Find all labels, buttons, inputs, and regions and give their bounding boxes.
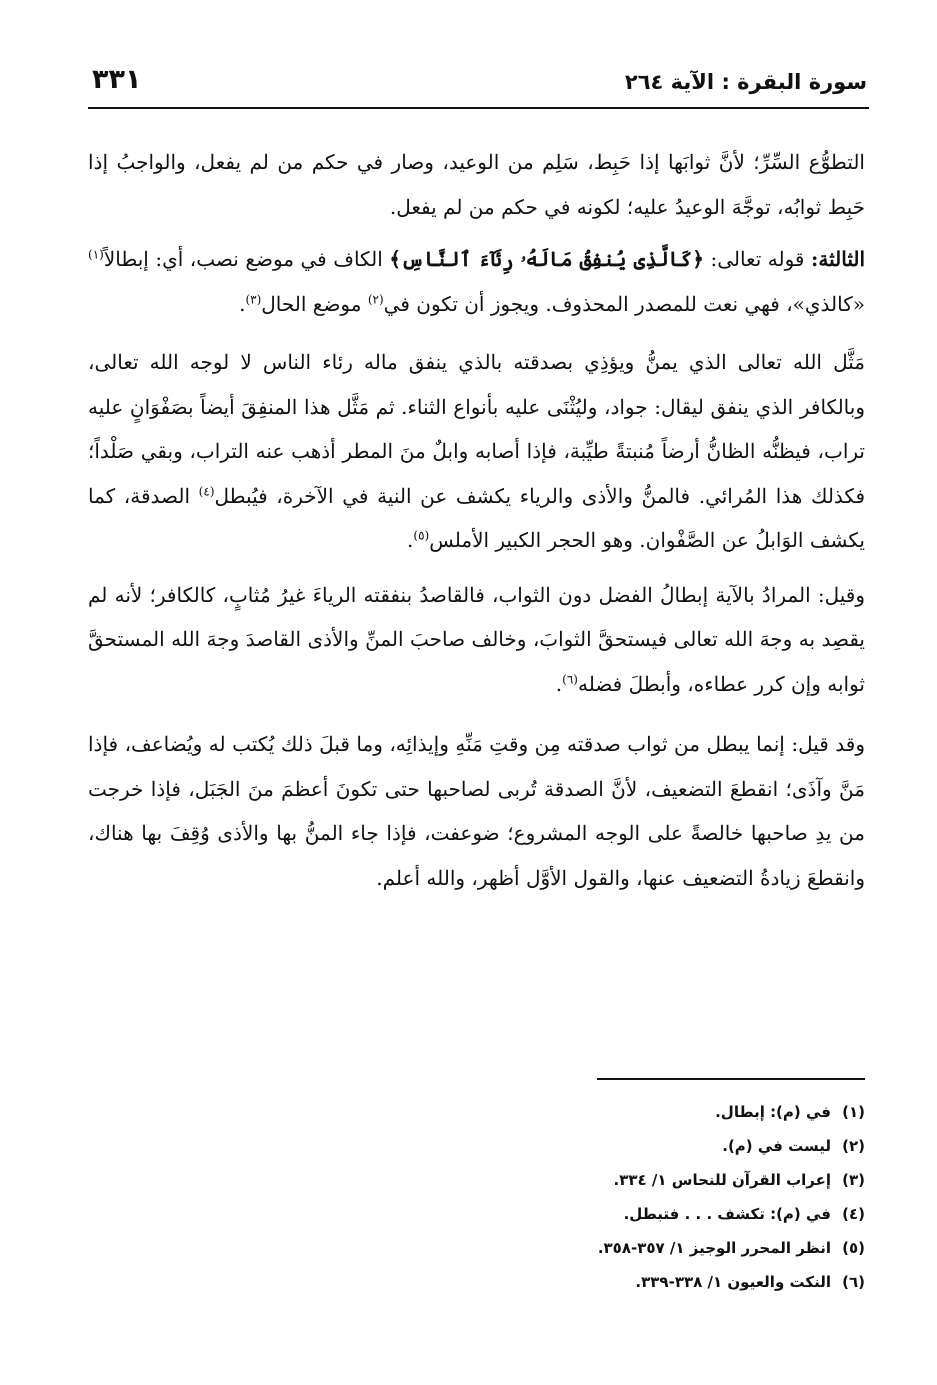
footnote-1 [88,1095,865,1129]
quran-verse: ﴿كَالَّذِى يُنفِقُ مَالَهُۥ رِئَآءَ ٱلنَّاسِ﴾ [389,247,704,271]
text-run: موضع الحال [261,291,368,316]
footnote-separator [597,1078,865,1080]
footnote-2 [88,1129,865,1163]
footnote-marker-1[interactable]: (١) [88,247,104,262]
paragraph-3 [88,340,865,563]
paragraph-heading: الثالثة: [810,247,865,271]
page-header [92,62,867,102]
footnote-text: ليست في (م). [722,1137,831,1155]
footnote-4 [88,1197,865,1231]
footnote-text: في (م): تكشف . . . فتبطل. [623,1205,831,1223]
text-run: الكاف في موضع نصب، أي: إبطالاً [103,247,390,271]
footnote-marker-2[interactable]: (٢) [367,291,384,306]
footnotes [88,1095,865,1299]
text-run: . [239,291,246,316]
footnote-marker-6[interactable]: (٦) [562,671,578,686]
body-text [88,140,865,900]
footnote-marker-5[interactable]: (٥) [413,528,430,543]
paragraph-2 [88,237,865,326]
text-run: . [555,671,563,696]
footnote-text: في (م): إبطال. [715,1103,831,1121]
text-run: الصدقة، كما يكشف الوَابلُ عن الصَّفْوان. وهو الحجر الكبير الأملس [88,483,865,552]
paragraph-4 [88,573,865,707]
text-run: وقيل: المرادُ بالآية إبطالُ الفضل دون الثواب، فالقاصدُ بنفقته الرياءَ غيرُ مُثابٍ، كالكافر؛ لأنه لم يقصِد به وجهَ الله تعالى فيستحقَّ الثوابَ، وخالف صاحبَ المنِّ والأذى القاصدَ وجهَ الله المستحقَّ ثوابه وإن كرر عطاءه، وأبطلَ فضله [88,582,865,696]
footnote-number: (٣) [842,1171,865,1189]
text-run: قوله تعالى: [703,247,811,271]
footnote-number: (٤) [842,1205,865,1223]
running-title: سورة البقرة : الآية ٢٦٤ [624,70,867,94]
footnote-text: إعراب القرآن للنحاس ١/ ٣٣٤. [613,1171,831,1189]
text-run: «كالذي»، فهي نعت للمصدر المحذوف. ويجوز أن تكون في [383,291,865,316]
footnote-number: (١) [842,1103,865,1121]
paragraph-1: التطوُّع السِّرِّ؛ لأنَّ ثوابَها إذا حَبِط، سَلِم من الوعيد، وصار في حكم من لم يفعل، والواجبُ إذا حَبِط ثوابُه، توجَّهَ الوعيدُ عليه؛ لكونه في حكم من لم يفعل. [88,150,865,219]
text-run: مَثَّل الله تعالى الذي يمنُّ ويؤذِي بصدقته بالذي ينفق ماله رئاء الناس لا لوجه الله تعالى، وبالكافر الذي ينفق ليقال: جواد، وليُثْنَى عليه بأنواع الثناء. ثم مَثَّل هذا المنفِقَ أيضاً بصَفْوَانٍ عليه تراب، فيظنُّه الظانُّ أرضاً مُنبتةً طيِّبة، فإذا أصابه وابلٌ منَ المطر أذهب عنه التراب، وبقي صَلْداً؛ فكذلك هذا المُرائي. فالمنُّ والأذى والرياء يكشف عن النية في الآخرة، فيُبطل [88,350,866,508]
footnote-marker-4[interactable]: (٤) [198,483,215,498]
footnote-number: (٦) [842,1273,865,1291]
footnote-text: النكت والعيون ١/ ٣٣٨-٣٣٩. [635,1273,831,1291]
footnote-number: (٢) [842,1137,865,1155]
footnote-marker-3[interactable]: (٣) [245,291,262,306]
page-number: ٣٣١ [92,64,142,95]
footnote-number: (٥) [842,1239,865,1257]
text-run: . [407,528,414,552]
footnote-3 [88,1163,865,1197]
footnote-6 [88,1265,865,1299]
paragraph-5: وقد قيل: إنما يبطل من ثواب صدقته مِن وقتِ مَنِّهِ وإيذائِه، وما قبلَ ذلك يُكتب له ويُضاعف، فإذا مَنَّ وآذَى؛ انقطعَ التضعيف، لأنَّ الصدقة تُربى لصاحبها حتى تكونَ أعظمَ منَ الجَبَل، فإذا خرجت من يدِ صاحبها خالصةً على الوجه المشروع؛ ضوعفت، فإذا جاء المنُّ بها والأذى وُقِفَ بها هناك، وانقطعَ زيادةُ التضعيف عنها، والقول الأوَّل أظهر، والله أعلم. [88,732,865,890]
footnote-text: انظر المحرر الوجيز ١/ ٣٥٧-٣٥٨. [597,1239,831,1257]
header-rule [88,107,869,109]
footnote-5 [88,1231,865,1265]
